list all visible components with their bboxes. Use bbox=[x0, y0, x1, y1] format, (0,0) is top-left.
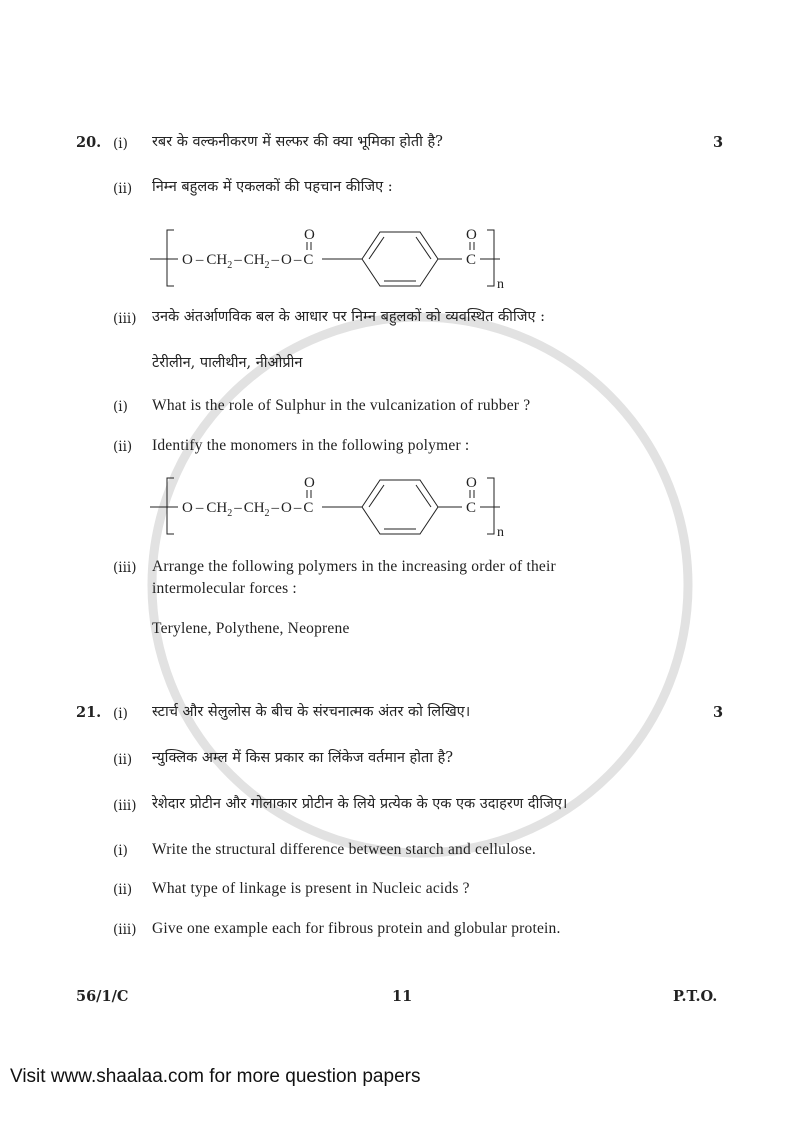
polymer-list-hindi: टेरीलीन, पालीथीन, नीओप्रीन bbox=[152, 355, 303, 371]
page-number: 11 bbox=[392, 988, 413, 1005]
question-text-hindi: रबर के वल्कनीकरण में सल्फर की क्या भूमिका होती है? bbox=[152, 134, 443, 150]
question-marks: 3 bbox=[713, 134, 724, 151]
question-text-hindi: न्युक्लिक अम्ल में किस प्रकार का लिंकेज वर्तमान होता है? bbox=[152, 750, 454, 766]
repeat-n: n bbox=[497, 277, 504, 292]
question-text-hindi: रेशेदार प्रोटीन और गोलाकार प्रोटीन के लिये प्रत्येक के एक एक उदाहरण दीजिए। bbox=[152, 796, 568, 812]
sub-label: (iii) bbox=[113, 560, 137, 576]
sub-label: (i) bbox=[113, 399, 128, 415]
sub-label: (ii) bbox=[113, 181, 133, 197]
question-text-cont: intermolecular forces : bbox=[152, 580, 297, 597]
question-text: Identify the monomers in the following polymer : bbox=[152, 437, 470, 454]
formula-chain: O – $CH_2 - CH_2$ – O – C bbox=[182, 500, 314, 519]
carbonyl-oxygen: O bbox=[466, 227, 477, 243]
polymer-structure bbox=[150, 470, 530, 542]
sub-label: (ii) bbox=[113, 882, 133, 898]
carbonyl-oxygen: O bbox=[304, 227, 315, 243]
question-text: What is the role of Sulphur in the vulcanization of rubber ? bbox=[152, 397, 531, 414]
question-marks: 3 bbox=[713, 704, 724, 721]
question-text-hindi: उनके अंतर्आणविक बल के आधार पर निम्न बहुलकों को व्यवस्थित कीजिए : bbox=[152, 309, 545, 325]
sub-label: (iii) bbox=[113, 311, 137, 327]
repeat-n: n bbox=[497, 525, 504, 540]
visit-link[interactable]: Visit www.shaalaa.com for more question papers bbox=[10, 1066, 421, 1087]
question-text-hindi: स्टार्च और सेलुलोस के बीच के संरचनात्मक अंतर को लिखिए। bbox=[152, 704, 471, 720]
carbonyl-carbon: C bbox=[466, 500, 477, 516]
carbonyl-carbon: C bbox=[466, 252, 477, 268]
sub-label: (iii) bbox=[113, 798, 137, 814]
paper-code: 56/1/C bbox=[76, 988, 129, 1005]
sub-label: (iii) bbox=[113, 922, 137, 938]
sub-label: (i) bbox=[113, 706, 128, 722]
polymer-structure bbox=[150, 222, 530, 294]
sub-label: (ii) bbox=[113, 439, 133, 455]
carbonyl-oxygen: O bbox=[304, 475, 315, 491]
sub-label: (i) bbox=[113, 136, 128, 152]
sub-label: (ii) bbox=[113, 752, 133, 768]
carbonyl-oxygen: O bbox=[466, 475, 477, 491]
question-text: Write the structural difference between starch and cellulose. bbox=[152, 841, 536, 858]
question-number: 21. bbox=[76, 704, 102, 721]
question-text-hindi: निम्न बहुलक में एकलकों की पहचान कीजिए : bbox=[152, 179, 393, 195]
question-number: 20. bbox=[76, 134, 102, 151]
question-text: Arrange the following polymers in the increasing order of their bbox=[152, 558, 556, 575]
polymer-list: Terylene, Polythene, Neoprene bbox=[152, 620, 350, 637]
pto-label: P.T.O. bbox=[673, 988, 718, 1005]
formula-chain: O – $CH_2 - CH_2$ – O – C bbox=[182, 252, 314, 271]
question-text: What type of linkage is present in Nucleic acids ? bbox=[152, 880, 470, 897]
sub-label: (i) bbox=[113, 843, 128, 859]
question-text: Give one example each for fibrous protein and globular protein. bbox=[152, 920, 561, 937]
